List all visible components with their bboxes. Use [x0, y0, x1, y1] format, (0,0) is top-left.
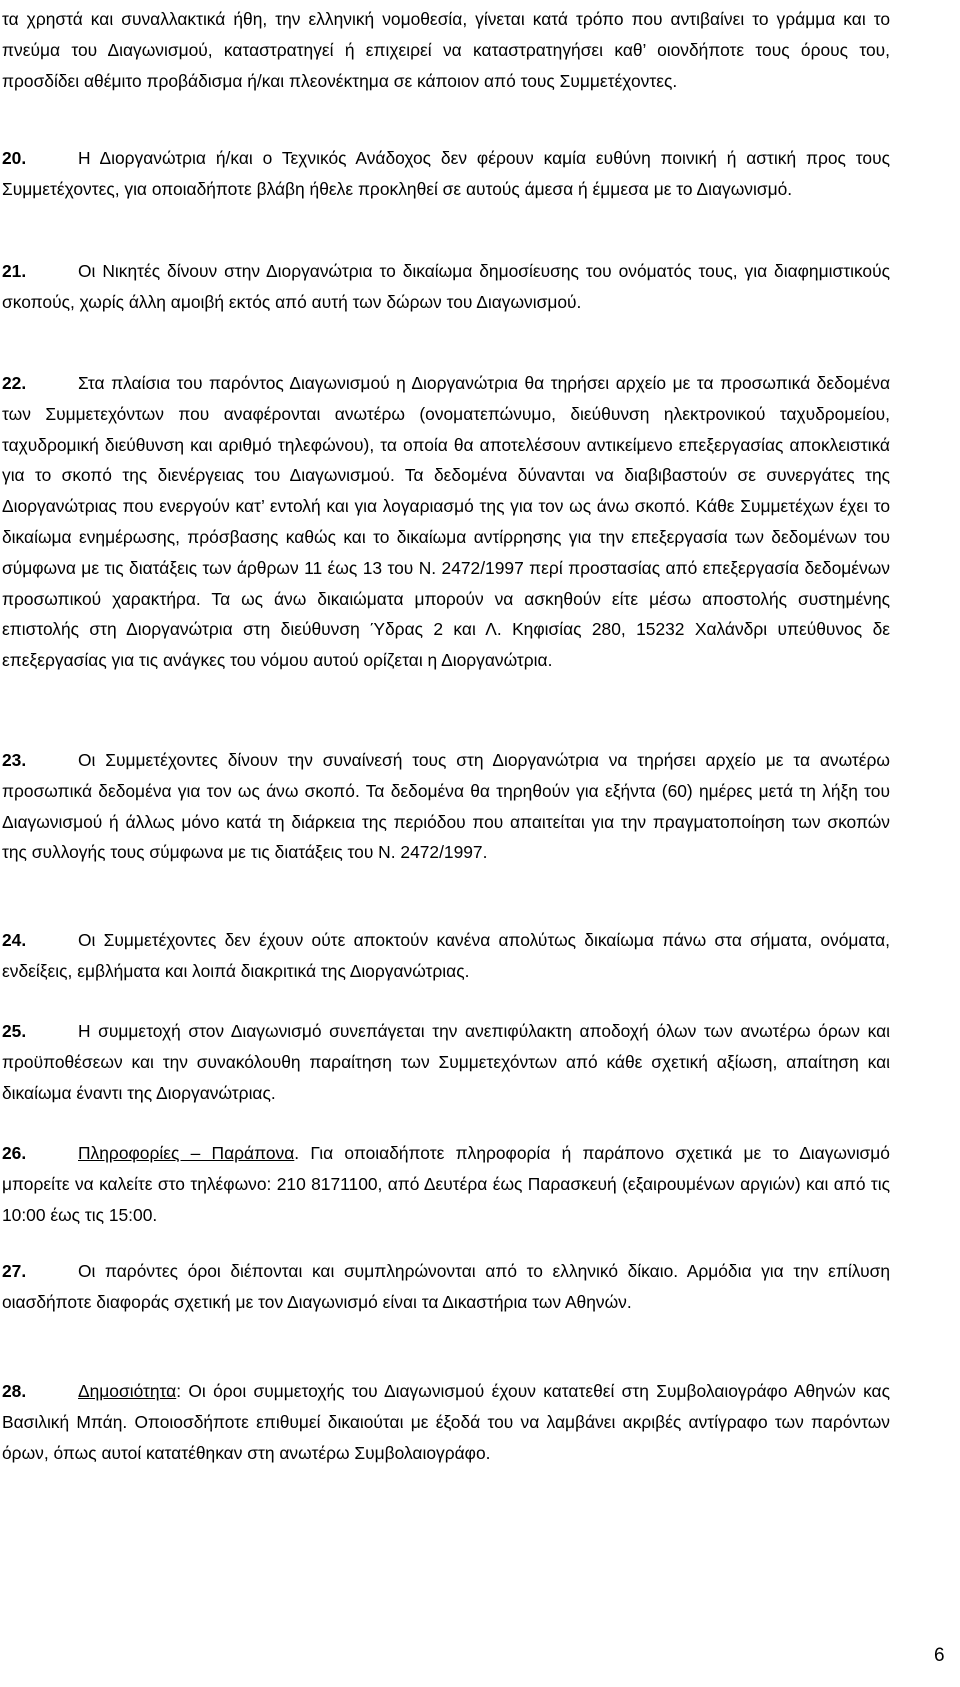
paragraph-25	[2, 1016, 890, 1108]
paragraph-number: 26.	[2, 1143, 27, 1163]
paragraph-number: 25.	[2, 1021, 27, 1041]
paragraph-number: 28.	[2, 1381, 27, 1401]
paragraph-22	[2, 368, 890, 676]
paragraph-text: Οι Συμμετέχοντες δίνουν την συναίνεσή τους στη Διοργανώτρια να τηρήσει αρχείο με τα ανωτέρω προσωπικά δεδομένα για τον ως άνω σκοπό. Τα δεδομένα θα τηρηθούν για εξήντα (60) ημέρες μετά τη λήξη του Διαγωνισμού ή άλλως μόνο κατά τη διάρκεια της περιόδου που απαιτείται για την πραγματοποίηση των σκοπών της συλλογής τους σύμφωνα με τις διατάξεις του Ν. 2472/1997.	[2, 750, 890, 863]
paragraph-number: 21.	[2, 261, 27, 281]
paragraph-21	[2, 256, 890, 318]
paragraph-24	[2, 925, 890, 987]
paragraph-text: Οι Συμμετέχοντες δεν έχουν ούτε αποκτούν κανένα απολύτως δικαίωμα πάνω στα σήματα, ονόματα, ενδείξεις, εμβλήματα και λοιπά διακριτικά της Διοργανώτριας.	[2, 930, 890, 981]
paragraph-19-continuation: τα χρηστά και συναλλακτικά ήθη, την ελληνική νομοθεσία, γίνεται κατά τρόπο που αντιβαίνει το γράμμα και το πνεύμα του Διαγωνισμού, καταστρατηγεί ή επιχειρεί να καταστρατηγήσει καθ’ οιονδήποτε τους όρους του, προσδίδει αθέμιτο προβάδισμα ή/και πλεονέκτημα σε κάποιον από τους Συμμετέχοντες.	[2, 9, 890, 91]
paragraph-number: 27.	[2, 1261, 27, 1281]
paragraph-text: . Για οποιαδήποτε πληροφορία ή παράπονο σχετικά με το Διαγωνισμό μπορείτε να καλείτε στο τηλέφωνο: 210 8171100, από Δευτέρα έως Παρασκευή (εξαιρουμένων αργιών) και από τις 10:00 έως τις 15:00.	[2, 1143, 890, 1225]
paragraph-23	[2, 745, 890, 868]
paragraph-28	[2, 1376, 890, 1468]
paragraph-number: 24.	[2, 930, 27, 950]
paragraph-text: Η συμμετοχή στον Διαγωνισμό συνεπάγεται την ανεπιφύλακτη αποδοχή όλων των ανωτέρω όρων και προϋποθέσεων και την συνακόλουθη παραίτηση των Συμμετεχόντων από κάθε σχετική αξίωση, απαίτηση και δικαίωμα έναντι της Διοργανώτριας.	[2, 1021, 890, 1103]
paragraph-27	[2, 1256, 890, 1318]
paragraph-26	[2, 1138, 890, 1230]
paragraph-number: 23.	[2, 750, 27, 770]
paragraph-text: Οι Νικητές δίνουν στην Διοργανώτρια το δικαίωμα δημοσίευσης του ονόματός τους, για διαφημιστικούς σκοπούς, χωρίς άλλη αμοιβή εκτός από αυτή των δώρων του Διαγωνισμού.	[2, 261, 890, 312]
paragraph-heading: Πληροφορίες – Παράπονα	[78, 1143, 295, 1163]
paragraph-20	[2, 143, 890, 205]
paragraph-heading: Δημοσιότητα	[78, 1381, 177, 1401]
paragraph-text: Οι παρόντες όροι διέπονται και συμπληρώνονται από το ελληνικό δίκαιο. Αρμόδια για την επίλυση οιασδήποτε διαφοράς σχετική με τον Διαγωνισμό είναι τα Δικαστήρια των Αθηνών.	[2, 1261, 890, 1312]
page-number: 6	[934, 1645, 945, 1666]
paragraph-text: Στα πλαίσια του παρόντος Διαγωνισμού η Διοργανώτρια θα τηρήσει αρχείο με τα προσωπικά δεδομένα των Συμμετεχόντων που αναφέρονται ανωτέρω (ονοματεπώνυμο, διεύθυνση ηλεκτρονικού ταχυδρομείου, ταχυδρομική διεύθυνση και αριθμό τηλεφώνου), τα οποία θα αποτελέσουν αντικείμενο επεξεργασίας αποκλειστικά για το σκοπό της διενέργειας του Διαγωνισμού. Τα δεδομένα δύνανται να διαβιβαστούν σε συνεργάτες της Διοργανώτριας που ενεργούν κατ’ εντολή και για λογαριασμό της για τον ως άνω σκοπό. Κάθε Συμμετέχων έχει το δικαίωμα ενημέρωσης, πρόσβασης καθώς και το δικαίωμα αντίρρησης για την επεξεργασία των δεδομένων του σύμφωνα με τις διατάξεις των άρθρων 11 έως 13 του Ν. 2472/1997 περί προστασίας από επεξεργασία δεδομένων προσωπικού χαρακτήρα. Τα ως άνω δικαιώματα μπορούν να ασκηθούν είτε μέσω αποστολής συστημένης επιστολής στη Διοργανώτρια στη διεύθυνση Ύδρας 2 και Λ. Κηφισίας 280, 15232 Χαλάνδρι υπεύθυνος δε επεξεργασίας για τις ανάγκες του νόμου αυτού ορίζεται η Διοργανώτρια.	[2, 373, 890, 671]
paragraph-text: : Οι όροι συμμετοχής του Διαγωνισμού έχουν κατατεθεί στη Συμβολαιογράφο Αθηνών κας Βασιλική Μπάη. Οποιοσδήποτε επιθυμεί δικαιούται με έξοδά του να λαμβάνει ακριβές αντίγραφο των παρόντων όρων, όπως αυτοί κατατέθηκαν στη ανωτέρω Συμβολαιογράφο.	[2, 1381, 890, 1463]
paragraph-text: Η Διοργανώτρια ή/και ο Τεχνικός Ανάδοχος δεν φέρουν καμία ευθύνη ποινική ή αστική προς τους Συμμετέχοντες, για οποιαδήποτε βλάβη ήθελε προκληθεί σε αυτούς άμεσα ή έμμεσα με το Διαγωνισμό.	[2, 148, 890, 199]
paragraph-number: 22.	[2, 373, 27, 393]
paragraph-number: 20.	[2, 148, 27, 168]
